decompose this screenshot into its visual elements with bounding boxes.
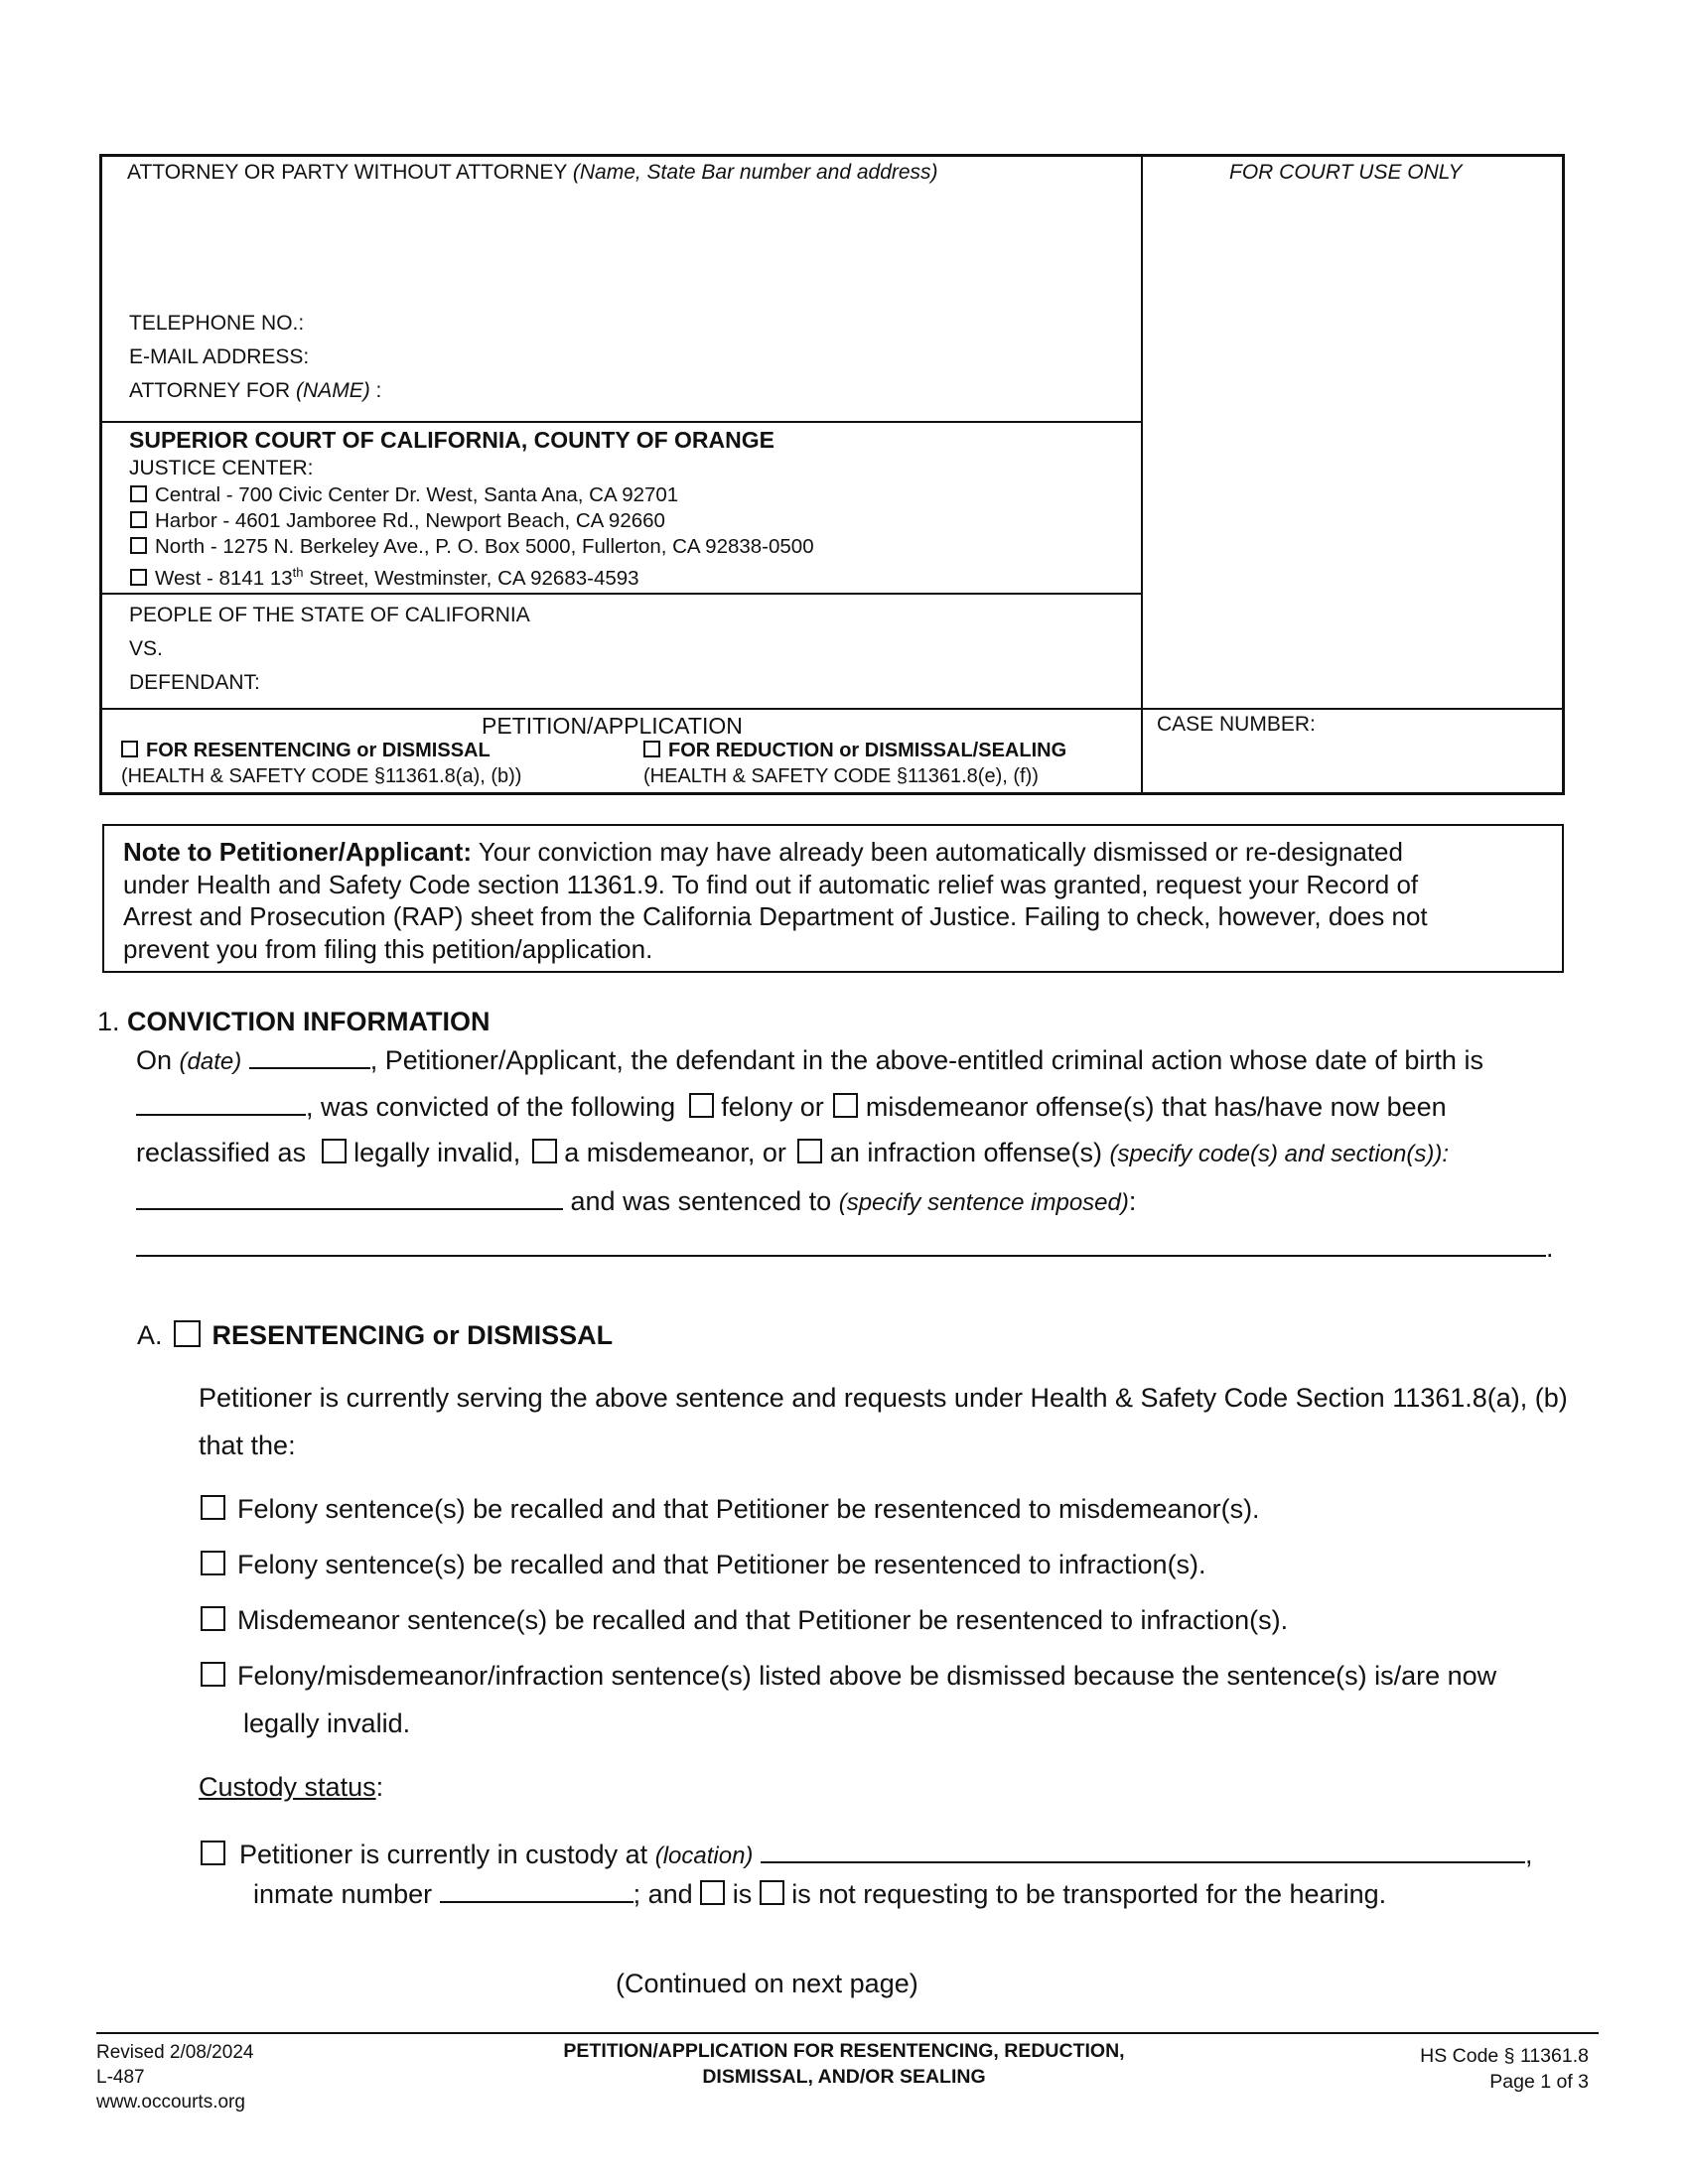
custody-status-label: Custody status: bbox=[199, 1772, 384, 1802]
website-link[interactable]: www.occourts.org bbox=[96, 2092, 245, 2113]
court-name: SUPERIOR COURT OF CALIFORNIA, COUNTY OF ORANGE bbox=[129, 427, 774, 453]
footer-rule bbox=[96, 2032, 1599, 2034]
sentence-field[interactable] bbox=[136, 1231, 1546, 1257]
caption-divider-vertical bbox=[1141, 156, 1143, 793]
felony-to-infraction-checkbox[interactable] bbox=[201, 1551, 225, 1575]
caption-box bbox=[99, 154, 1565, 795]
section1-line4: and was sentenced to (specify sentence imposed): bbox=[136, 1184, 1136, 1217]
caption-divider-1 bbox=[101, 421, 1141, 423]
option-a: FOR RESENTENCING or DISMISSAL bbox=[121, 740, 491, 762]
location-field[interactable] bbox=[761, 1838, 1525, 1863]
justice-center-label: JUSTICE CENTER: bbox=[129, 457, 314, 479]
sectionA-intro-2: that the: bbox=[199, 1431, 296, 1460]
attorney-label: ATTORNEY OR PARTY WITHOUT ATTORNEY (Name, State Bar number and address) bbox=[127, 161, 938, 184]
inmate-number-field[interactable] bbox=[440, 1877, 633, 1903]
north-checkbox[interactable] bbox=[130, 537, 147, 554]
option-a-checkbox[interactable] bbox=[121, 741, 138, 757]
telephone-label: TELEPHONE NO.: bbox=[129, 312, 305, 335]
section1-line5: . bbox=[136, 1231, 1554, 1264]
section1-heading: 1. CONVICTION INFORMATION bbox=[97, 1007, 491, 1036]
section1-line1: On (date) , Petitioner/Applicant, the defendant in the above-entitled criminal action whose date of birth is bbox=[136, 1045, 1483, 1075]
harbor-checkbox[interactable] bbox=[130, 511, 147, 528]
continued-note: (Continued on next page) bbox=[616, 1969, 918, 1998]
code-section-field[interactable] bbox=[136, 1184, 563, 1210]
option-b-code: (HEALTH & SAFETY CODE §11361.8(e), (f)) bbox=[643, 765, 1039, 787]
sectionA-option-1: Felony sentence(s) be recalled and that Petitioner be resentenced to misdemeanor(s). bbox=[201, 1494, 1260, 1525]
hs-code: HS Code § 11361.8 bbox=[1420, 2045, 1589, 2067]
vs-label: VS. bbox=[129, 637, 163, 660]
dismiss-invalid-checkbox[interactable] bbox=[201, 1662, 225, 1687]
misdemeanor-to-infraction-checkbox[interactable] bbox=[201, 1606, 225, 1631]
section1-line2: , was convicted of the following felony or misdemeanor offense(s) that has/have now been bbox=[136, 1090, 1447, 1123]
sectionA-intro-1: Petitioner is currently serving the above sentence and requests under Health & Safety Code Section 11361.8(a), (b) bbox=[199, 1383, 1568, 1413]
felony-to-misdemeanor-checkbox[interactable] bbox=[201, 1495, 225, 1520]
sectionA-heading: A. RESENTENCING or DISMISSAL bbox=[137, 1320, 614, 1350]
section1-line3: reclassified as legally invalid, a misdemeanor, or an infraction offense(s) (specify code(s) and section(s)): bbox=[136, 1138, 1449, 1167]
court-use-label: FOR COURT USE ONLY bbox=[1229, 161, 1463, 184]
sectionA-option-4-cont: legally invalid. bbox=[243, 1708, 411, 1738]
footer-title: PETITION/APPLICATION FOR RESENTENCING, REDUCTION, DISMISSAL, AND/OR SEALING bbox=[563, 2040, 1125, 2088]
sectionA-option-2: Felony sentence(s) be recalled and that Petitioner be resentenced to infraction(s). bbox=[201, 1550, 1206, 1580]
transport-is-checkbox[interactable] bbox=[700, 1880, 725, 1905]
sectionA-option-4: Felony/misdemeanor/infraction sentence(s) listed above be dismissed because the sentence(s) is/are now bbox=[201, 1661, 1496, 1692]
center-harbor: Harbor - 4601 Jamboree Rd., Newport Beach, CA 92660 bbox=[130, 508, 665, 534]
footer-right bbox=[1291, 2043, 1589, 2095]
misdemeanor-checkbox[interactable] bbox=[833, 1093, 858, 1118]
petition-title: PETITION/APPLICATION bbox=[482, 713, 743, 739]
a-misdemeanor-checkbox[interactable] bbox=[532, 1139, 557, 1163]
central-checkbox[interactable] bbox=[130, 485, 147, 502]
resentencing-checkbox[interactable] bbox=[174, 1320, 201, 1347]
date-field[interactable] bbox=[249, 1043, 370, 1069]
dob-field[interactable] bbox=[136, 1090, 306, 1116]
option-a-code: (HEALTH & SAFETY CODE §11361.8(a), (b)) bbox=[121, 765, 522, 787]
option-b-checkbox[interactable] bbox=[643, 741, 660, 757]
transport-is-not-checkbox[interactable] bbox=[760, 1880, 784, 1905]
felony-checkbox[interactable] bbox=[689, 1093, 714, 1118]
caption-divider-2 bbox=[101, 593, 1141, 595]
legally-invalid-checkbox[interactable] bbox=[322, 1139, 347, 1163]
form-number: L-487 bbox=[96, 2067, 145, 2088]
case-number-label: CASE NUMBER: bbox=[1157, 713, 1316, 736]
email-label: E-MAIL ADDRESS: bbox=[129, 345, 310, 368]
defendant-label: DEFENDANT: bbox=[129, 671, 260, 694]
in-custody-checkbox[interactable] bbox=[201, 1841, 225, 1865]
center-central: Central - 700 Civic Center Dr. West, Santa Ana, CA 92701 bbox=[130, 482, 678, 508]
west-checkbox[interactable] bbox=[130, 569, 147, 586]
sectionA-option-3: Misdemeanor sentence(s) be recalled and that Petitioner be resentenced to infraction(s). bbox=[201, 1605, 1288, 1636]
infraction-checkbox[interactable] bbox=[797, 1139, 822, 1163]
option-b: FOR REDUCTION or DISMISSAL/SEALING bbox=[643, 740, 1066, 762]
caption-divider-3 bbox=[101, 708, 1563, 710]
footer-left bbox=[96, 2040, 253, 2115]
center-west: West - 8141 13th Street, Westminster, CA 92683-4593 bbox=[130, 560, 639, 592]
page-number: Page 1 of 3 bbox=[1489, 2071, 1589, 2093]
attorney-for-label: ATTORNEY FOR (NAME) : bbox=[129, 379, 382, 402]
revised-date: Revised 2/08/2024 bbox=[96, 2042, 254, 2063]
custody-line-1: Petitioner is currently in custody at (location) , bbox=[201, 1838, 1532, 1870]
people-label: PEOPLE OF THE STATE OF CALIFORNIA bbox=[129, 604, 530, 626]
center-north: North - 1275 N. Berkeley Ave., P. O. Box 5000, Fullerton, CA 92838-0500 bbox=[130, 534, 814, 560]
custody-line-2: inmate number ; and is is not requesting to be transported for the hearing. bbox=[253, 1879, 1387, 1909]
note-text: Note to Petitioner/Applicant: Your conviction may have already been automatically dismissed or re-designated under Health and Safety Code section 11361.9. To find out if automatic relief was granted, request your Record of Arrest and Prosecution (RAP) sheet from the California Department of Justice. Failing to check, however, does not prevent you from filing this petition/application. bbox=[123, 837, 1428, 964]
